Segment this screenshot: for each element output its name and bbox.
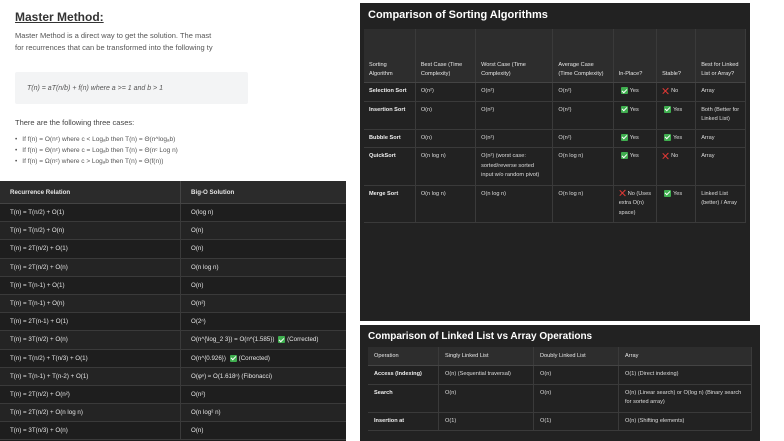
cross-icon [662, 87, 669, 94]
solution-text: O(n) [191, 245, 204, 253]
recurrence-cell: T(n) = 2T(n-1) + O(1) [0, 313, 181, 331]
check-icon [664, 190, 671, 197]
column-header: Stable? [657, 29, 696, 83]
array-cell: O(n) (Shifting elements) [619, 412, 752, 431]
best-for-cell: Array [696, 148, 746, 186]
recurrence-cell: T(n) = T(n/2) + O(n) [0, 222, 181, 240]
in-place-text: Yes [629, 88, 639, 94]
average-case-cell: O(n log n) [553, 185, 613, 223]
array-cell: O(n) (Linear search) or O(log n) (Binary search for sorted array) [619, 384, 752, 412]
sorting-comparison-panel [360, 3, 750, 321]
operation-cell: Access (Indexing) [368, 366, 439, 385]
table-row [0, 367, 346, 385]
table-row [0, 385, 346, 403]
in-place-text: Yes [629, 134, 639, 141]
table-row [0, 240, 346, 258]
column-header: Singly Linked List [439, 347, 534, 366]
stable-text: Yes [673, 106, 683, 113]
average-case-cell: O(n²) [553, 101, 613, 129]
stable-text: Yes [673, 190, 683, 197]
stable-cell [657, 83, 696, 102]
table-row [0, 422, 346, 440]
solution-cell [181, 258, 347, 276]
solution-cell [181, 349, 347, 367]
solution-cell [181, 240, 347, 258]
article-title: Master Method: [15, 10, 104, 24]
algorithm-name-cell: Merge Sort [364, 185, 415, 223]
cross-icon [619, 190, 626, 197]
worst-case-cell: O(n log n) [476, 185, 553, 223]
recurrence-cell: T(n) = 2T(n/2) + O(n) [0, 258, 181, 276]
article-intro [15, 30, 245, 54]
linked-list-table [368, 347, 752, 431]
recurrence-cell: T(n) = 2T(n/2) + O(n log n) [0, 404, 181, 422]
column-header: Average Case (Time Complexity) [553, 29, 613, 83]
check-icon [664, 106, 671, 113]
operation-cell: Search [368, 384, 439, 412]
solution-cell [181, 204, 347, 222]
check-icon [621, 106, 628, 113]
solution-cell [181, 404, 347, 422]
algorithm-name-cell: Bubble Sort [364, 129, 415, 148]
column-header: Array [619, 347, 752, 366]
table-row [0, 404, 346, 422]
table-header-row [0, 181, 346, 204]
solution-text: O(n log n) [191, 263, 219, 271]
solution-cell [181, 331, 347, 349]
solution-text: O(n) [191, 227, 204, 235]
corrected-label: (Corrected) [238, 354, 270, 362]
best-case-cell: O(n log n) [415, 185, 475, 223]
cases-intro: There are the following three cases: [15, 118, 135, 127]
solution-cell [181, 367, 347, 385]
recurrence-cell: T(n) = T(n/2) + O(1) [0, 204, 181, 222]
table-row [0, 222, 346, 240]
worst-case-cell: O(n²) (worst case: sorted/reverse sorted input w/o random pivot) [476, 148, 553, 186]
best-for-cell: Array [696, 83, 746, 102]
column-header: Doubly Linked List [534, 347, 619, 366]
solution-text: O(n²) [191, 300, 206, 308]
solution-cell [181, 294, 347, 312]
column-header: Best for Linked List or Array? [696, 29, 746, 83]
recurrence-table-panel [0, 181, 346, 441]
table-header-row [364, 29, 746, 83]
table-row [364, 101, 746, 129]
best-case-cell: O(n) [415, 101, 475, 129]
singly-linked-list-cell: O(1) [439, 412, 534, 431]
table-row [368, 384, 752, 412]
table-row [0, 294, 346, 312]
solution-cell [181, 313, 347, 331]
solution-text: O(2ⁿ) [191, 318, 206, 326]
stable-cell [657, 148, 696, 186]
solution-text: O(φⁿ) ≈ O(1.618ⁿ) (Fibonacci) [191, 372, 273, 380]
recurrence-cell: T(n) = T(n-1) + O(1) [0, 276, 181, 294]
in-place-text: No (Uses extra O(n) space) [618, 190, 651, 216]
best-for-cell: Linked List (better) / Array [696, 185, 746, 223]
singly-linked-list-cell: O(n) [439, 384, 534, 412]
stable-cell [657, 185, 696, 223]
array-cell: O(1) (Direct indexing) [619, 366, 752, 385]
average-case-cell: O(n²) [553, 83, 613, 102]
solution-cell [181, 222, 347, 240]
singly-linked-list-cell: O(n) (Sequential traversal) [439, 366, 534, 385]
in-place-cell [613, 101, 656, 129]
in-place-cell [613, 185, 656, 223]
best-for-cell: Array [696, 129, 746, 148]
column-header: Big-O Solution [181, 181, 347, 204]
check-icon [230, 355, 237, 362]
table-row [364, 83, 746, 102]
in-place-text: Yes [629, 153, 639, 159]
solution-cell [181, 422, 347, 440]
corrected-label: (Corrected) [287, 336, 319, 344]
stable-cell [657, 101, 696, 129]
recurrence-table [0, 181, 346, 440]
doubly-linked-list-cell: O(1) [534, 412, 619, 431]
average-case-cell: O(n log n) [553, 148, 613, 186]
table-row [0, 276, 346, 294]
solution-text: O(n^{0.926}) [191, 354, 226, 362]
stable-cell [657, 129, 696, 148]
worst-case-cell: O(n²) [476, 129, 553, 148]
article-intro-line: Master Method is a direct way to get the solution. The mast [15, 31, 212, 40]
solution-text: O(n) [191, 281, 204, 289]
stable-text: Yes [673, 134, 683, 141]
in-place-cell [613, 83, 656, 102]
table-row [0, 313, 346, 331]
recurrence-cell: T(n) = 3T(n/3) + O(n) [0, 422, 181, 440]
formula-text: T(n) = aT(n/b) + f(n) where a >= 1 and b > 1 [27, 85, 163, 92]
cross-icon [662, 152, 669, 159]
best-case-cell: O(n log n) [415, 148, 475, 186]
case-item: • If f(n) = Θ(nᶜ) where c = Logₐb then T(n) = Θ(nᶜ Log n) [15, 145, 178, 156]
column-header: Best Case (Time Complexity) [415, 29, 475, 83]
table-row [364, 148, 746, 186]
average-case-cell: O(n²) [553, 129, 613, 148]
recurrence-cell: T(n) = 2T(n/2) + O(1) [0, 240, 181, 258]
best-case-cell: O(n) [415, 129, 475, 148]
article-intro-line: for recurrences that can be transformed into the following ty [15, 43, 213, 52]
check-icon [664, 134, 671, 141]
panel-title: Comparison of Linked List vs Array Operations [368, 331, 593, 342]
solution-cell [181, 385, 347, 403]
solution-cell [181, 276, 347, 294]
column-header: Recurrence Relation [0, 181, 181, 204]
cases-list [15, 134, 178, 167]
table-row [364, 129, 746, 148]
doubly-linked-list-cell: O(n) [534, 384, 619, 412]
solution-text: O(n log² n) [191, 409, 221, 417]
case-item: • If f(n) = Ω(nᶜ) where c > Logₐb then T(n) = Θ(f(n)) [15, 156, 178, 167]
doubly-linked-list-cell: O(n) [534, 366, 619, 385]
table-header-row [368, 347, 752, 366]
worst-case-cell: O(n²) [476, 83, 553, 102]
column-header: In-Place? [613, 29, 656, 83]
column-header: Sorting Algorithm [364, 29, 415, 83]
recurrence-cell: T(n) = T(n-1) + T(n-2) + O(1) [0, 367, 181, 385]
recurrence-cell: T(n) = 2T(n/2) + O(n²) [0, 385, 181, 403]
in-place-text: Yes [629, 106, 639, 113]
column-header: Worst Case (Time Complexity) [476, 29, 553, 83]
table-row [368, 412, 752, 431]
check-icon [621, 87, 628, 94]
solution-text: O(n) [191, 427, 204, 435]
case-item: • If f(n) = O(nᶜ) where c < Logₐb then T(n) = Θ(n^logₐb) [15, 134, 178, 145]
check-icon [278, 336, 285, 343]
table-row [0, 204, 346, 222]
in-place-cell [613, 148, 656, 186]
operation-cell: Insertion at [368, 412, 439, 431]
column-header: Operation [368, 347, 439, 366]
solution-text: O(n²) [191, 390, 206, 398]
table-row [364, 185, 746, 223]
algorithm-name-cell: Insertion Sort [364, 101, 415, 129]
linked-list-comparison-panel [360, 325, 760, 441]
panel-title: Comparison of Sorting Algorithms [368, 9, 548, 21]
sorting-table [364, 29, 746, 223]
table-row [0, 349, 346, 367]
check-icon [621, 152, 628, 159]
formula-box [15, 72, 248, 104]
recurrence-cell: T(n) = T(n-1) + O(n) [0, 294, 181, 312]
stable-text: No [671, 88, 679, 94]
solution-text: O(log n) [191, 209, 214, 217]
recurrence-cell: T(n) = 3T(n/2) + O(n) [0, 331, 181, 349]
best-case-cell: O(n²) [415, 83, 475, 102]
table-row [0, 331, 346, 349]
solution-text: O(n^{\log_2 3}) = O(n^{1.585}) [191, 336, 275, 344]
check-icon [621, 134, 628, 141]
master-method-article [0, 0, 248, 178]
stable-text: No [671, 153, 679, 159]
recurrence-cell: T(n) = T(n/2) + T(n/3) + O(1) [0, 349, 181, 367]
table-row [0, 258, 346, 276]
algorithm-name-cell: QuickSort [364, 148, 415, 186]
best-for-cell: Both (Better for Linked List) [696, 101, 746, 129]
in-place-cell [613, 129, 656, 148]
worst-case-cell: O(n²) [476, 101, 553, 129]
table-row [368, 366, 752, 385]
algorithm-name-cell: Selection Sort [364, 83, 415, 102]
